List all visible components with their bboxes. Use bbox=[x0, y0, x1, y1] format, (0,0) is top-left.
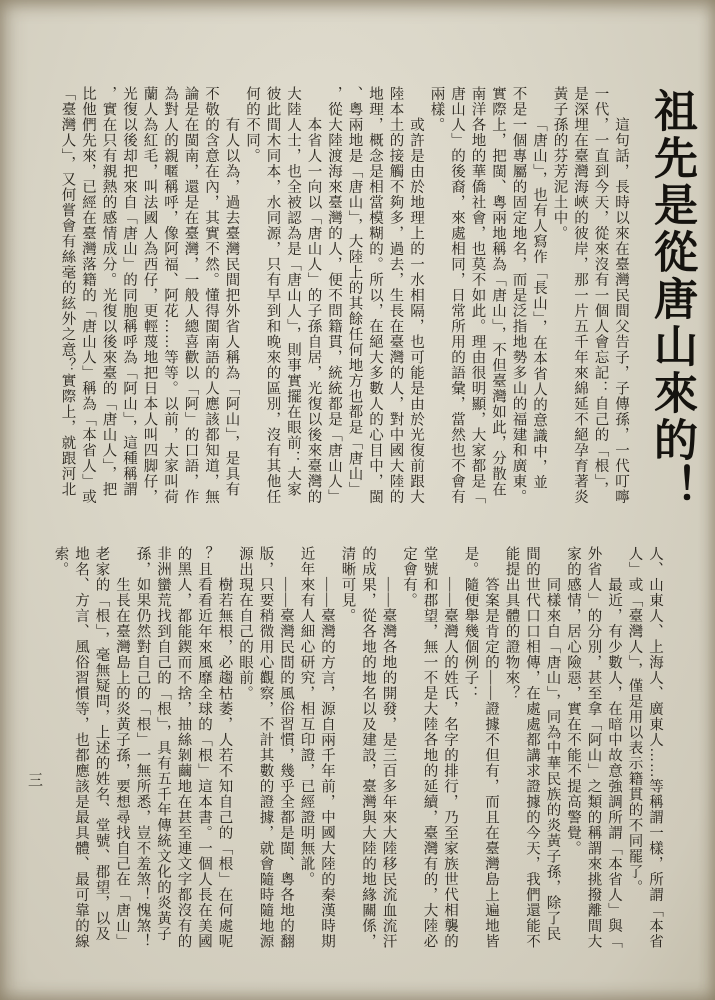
text-column: 、粵兩地是「唐山」，大陸上的其餘任何地方也都是「唐山」 bbox=[346, 86, 363, 498]
text-column: 最近，有少數人，在暗中故意強調所謂「本省人」與「 bbox=[606, 577, 622, 949]
text-column: 大陸人士，也全被認為是「唐山人」，則事實擺在眼前：大家 bbox=[285, 86, 301, 498]
text-column: 「唐山」，也有人寫作「長山」，在本省人的意識中，並 bbox=[531, 117, 547, 490]
text-column: 老家的「根」，毫無疑問，上述的姓名、堂號、郡望，以及 bbox=[93, 546, 110, 942]
text-column: 為對人的親暱稱呼，像阿福、阿花……等等。以前，大家叫荷 bbox=[162, 86, 178, 505]
text-column: ——臺灣各地的開發，是三百多年來大陸移民流血流汗 bbox=[380, 577, 397, 949]
text-column: 比他們先來，已經在臺灣落籍的「唐山人」稱為「本省人」或 bbox=[80, 86, 96, 505]
text-column: 光復以後却把來自「唐山」的同胞稱呼為「阿山」，這種稱謂 bbox=[121, 86, 137, 498]
text-column: ，實在只有親熱的感情成分。光復以後來臺的「唐山人」，把 bbox=[100, 86, 117, 498]
text-column: 本省人一向以「唐山人」的子孫自居，光復以後來臺灣的 bbox=[305, 117, 322, 505]
text-column: 孫，如果仍然對自己的「根」一無所悉，豈不羞煞！愧煞！ bbox=[134, 546, 151, 949]
text-column: 南洋各地的華僑社會，也莫不如此。理由很明顯，大家都是「 bbox=[469, 86, 486, 505]
text-column: 的成果，從各地的地名以及建設，臺灣與大陸的地緣關係， bbox=[360, 546, 376, 949]
text-column: 外省人」的分別，甚至拿「阿山」之類的稱謂來挑撥離間大 bbox=[585, 546, 602, 949]
text-column: 這句話，長時以來在臺灣民間父告子，子傳孫，一代叮嚀 bbox=[613, 117, 629, 505]
text-column: 是。隨便舉幾個例子： bbox=[462, 546, 479, 701]
text-column: 定會有。 bbox=[401, 546, 417, 608]
text-column: 樹若無根，必趨枯萎，人若不知自己的「根」在何處呢 bbox=[216, 577, 233, 949]
text-column: ——臺灣人的姓氏，名字的排行，乃至家族世代相襲的 bbox=[442, 577, 458, 949]
text-column: 人」或「臺灣人」，僅是用以表示籍貫的不同罷了。 bbox=[626, 546, 643, 896]
text-column: 同樣來自「唐山」，同為中華民族的炎黃子孫，除了民 bbox=[544, 577, 561, 942]
top-text-block bbox=[57, 86, 631, 528]
text-column: ——臺灣民間的風俗習慣，幾乎全都是閩、粵各地的翻 bbox=[278, 577, 294, 949]
text-column: 唐山人」的後裔，來處相同，日常所用的語彙，當然也不會有 bbox=[449, 86, 465, 505]
text-column: 是深埋在臺灣海峽的彼岸，那一片五千年來綿延不絕孕育著炎 bbox=[572, 86, 588, 505]
text-column: 一代，一直到今天，從來沒有一個人會忘記：自己的「根」， bbox=[592, 86, 609, 498]
text-column: 間的世代口口相傳，在處處都講求證據的今天，我們還能不 bbox=[524, 546, 540, 949]
text-column: 地名、方言、風俗習慣等，也都應該是最具體、最可靠的線 bbox=[73, 546, 89, 949]
text-column: 有人以為，過去臺灣民間把外省人稱為「阿山」，是具有 bbox=[223, 117, 240, 498]
text-column: 清晰可見。 bbox=[339, 546, 356, 624]
text-column: 家的感情，居心險惡，實在不能不提高警覺。 bbox=[565, 546, 581, 856]
text-column: 兩樣。 bbox=[428, 86, 445, 133]
text-column: 陸本土的接觸不夠多，過去，生長在臺灣的人，對中國大陸的 bbox=[387, 86, 404, 505]
text-column: 的黑人，都能鍥而不捨，抽絲剝繭地在甚至連文字都沒有的 bbox=[175, 546, 192, 949]
text-column: 能提出具體的證物來？ bbox=[503, 546, 520, 701]
text-column: 堂號和郡望，無一不是大陸各地的延續，臺灣有的，大陸必 bbox=[421, 546, 438, 949]
text-column: ，從大陸渡海來臺灣的人，便不問籍貫，統統都是「唐山人」 bbox=[326, 86, 342, 505]
bottom-text-block bbox=[41, 546, 665, 992]
text-column: 版，只要稍微用心觀察，不計其數的證據，就會隨時隨地源 bbox=[257, 546, 274, 949]
page-number: 三 bbox=[26, 772, 42, 787]
text-column: 何的不同。 bbox=[244, 86, 260, 164]
text-column: 索。 bbox=[52, 546, 69, 577]
text-column: 實際上，把閩、粵兩地稱為「唐山」，不但臺灣如此，分散在 bbox=[490, 86, 506, 498]
text-column: 黃子孫的芬芳泥土中。 bbox=[551, 86, 568, 241]
text-column: 非洲蠻荒找到自己的「根」，具有五千年傳統文化的炎黃子 bbox=[155, 546, 171, 942]
text-column: 不敬的含意在內，其實不然。懂得閩南語的人應該都知道，無 bbox=[203, 86, 219, 505]
text-column: 人、山東人、上海人、廣東人……等稱謂一樣，所謂「本省 bbox=[647, 546, 663, 949]
article-title: 祖先是從唐山來的！ bbox=[646, 88, 697, 511]
text-column: 「臺灣人」，又何嘗會有絲毫的絃外之意？實際上，就跟河北 bbox=[59, 86, 76, 498]
text-column: ？且看看近年來風靡全球的「根」這本書。一個人長在美國 bbox=[196, 546, 212, 949]
text-column: 不是一個專屬的固定地名，而是泛指地勢多山的福建和廣東。 bbox=[510, 86, 527, 505]
text-column: 地理，概念是相當模糊的。所以，在絕大多數人的心目中，閩 bbox=[367, 86, 383, 505]
text-column: 彼此間木同本，水同源，只有早到和晚來的區別，沒有其他任 bbox=[264, 86, 281, 505]
text-column: ——臺灣的方言，源自兩千年前，中國大陸的秦漢時期 bbox=[319, 577, 335, 949]
text-column: 論是在閩南，還是在臺灣，一般人總喜歡以「阿」的口語，作 bbox=[182, 86, 199, 505]
text-column: 生長在臺灣島上的炎黃子孫，要想尋找自己在「唐山」 bbox=[114, 577, 130, 949]
text-column: 近年來有人細心研究，相互印證，已經證明無訛。 bbox=[298, 546, 315, 887]
text-column: 源出現在自己的眼前。 bbox=[237, 546, 253, 701]
text-column: 答案是肯定的——證據不但有，而且在臺灣島上遍地皆 bbox=[483, 577, 499, 949]
text-column: 蘭人為紅毛，叫法國人為西仔，更輕蔑地把日本人叫四脚仔， bbox=[141, 86, 158, 505]
text-column: 或許是由於地理上的一水相隔，也可能是由於光復前跟大 bbox=[408, 117, 424, 505]
